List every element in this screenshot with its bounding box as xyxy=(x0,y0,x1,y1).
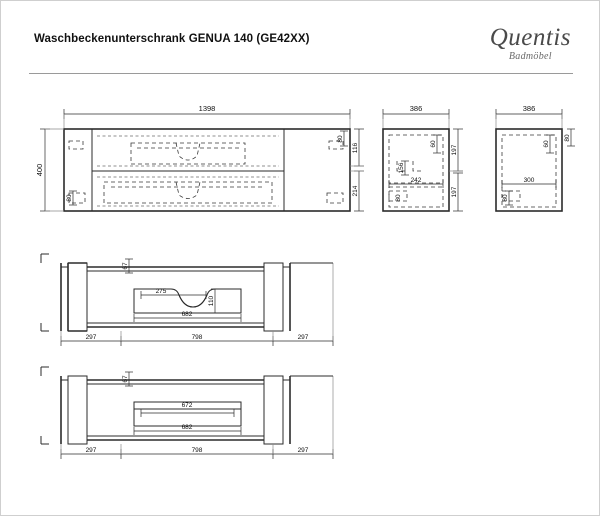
dim-242: 242 xyxy=(410,177,422,184)
dim-197-a: 197 xyxy=(451,144,458,156)
dim-297-mid-right: 297 xyxy=(297,334,309,341)
dim-297-mid-left: 297 xyxy=(85,334,97,341)
dim-275: 275 xyxy=(155,288,167,295)
dim-67-bottom: 67 xyxy=(122,375,129,383)
dim-386-b: 386 xyxy=(522,104,536,113)
dim-297-bottom-right: 297 xyxy=(297,447,309,454)
dim-682-mid: 682 xyxy=(181,311,193,318)
dim-672: 672 xyxy=(181,402,193,409)
dim-80-front-right: 80 xyxy=(337,135,344,143)
dim-300: 300 xyxy=(523,177,535,184)
dim-60-b: 60 xyxy=(543,140,550,148)
dim-116: 116 xyxy=(352,142,359,154)
dim-80-e: 80 xyxy=(395,194,402,202)
dim-214: 214 xyxy=(352,185,359,197)
page-title: Waschbeckenunterschrank GENUA 140 (GE42XX) xyxy=(34,33,310,45)
drawing-canvas xyxy=(1,1,600,517)
brand-name: Quentis xyxy=(489,24,571,51)
dim-80-front-left: 80 xyxy=(66,194,73,202)
dim-400: 400 xyxy=(35,163,44,177)
dim-110: 110 xyxy=(208,295,215,307)
dim-156: 156 xyxy=(398,162,405,174)
dim-60-a: 60 xyxy=(430,140,437,148)
dim-80-c: 80 xyxy=(564,134,571,142)
dim-1398: 1398 xyxy=(198,104,216,113)
dim-386-a: 386 xyxy=(409,104,423,113)
dim-798-bottom: 798 xyxy=(191,447,203,454)
brand-subtitle: Badmöbel xyxy=(508,51,552,62)
dim-798-mid: 798 xyxy=(191,334,203,341)
dim-297-bottom-left: 297 xyxy=(85,447,97,454)
dim-80-d: 80 xyxy=(502,194,509,202)
dim-67-mid: 67 xyxy=(122,262,129,270)
dim-682-bottom: 682 xyxy=(181,424,193,431)
dim-197-b: 197 xyxy=(451,186,458,198)
